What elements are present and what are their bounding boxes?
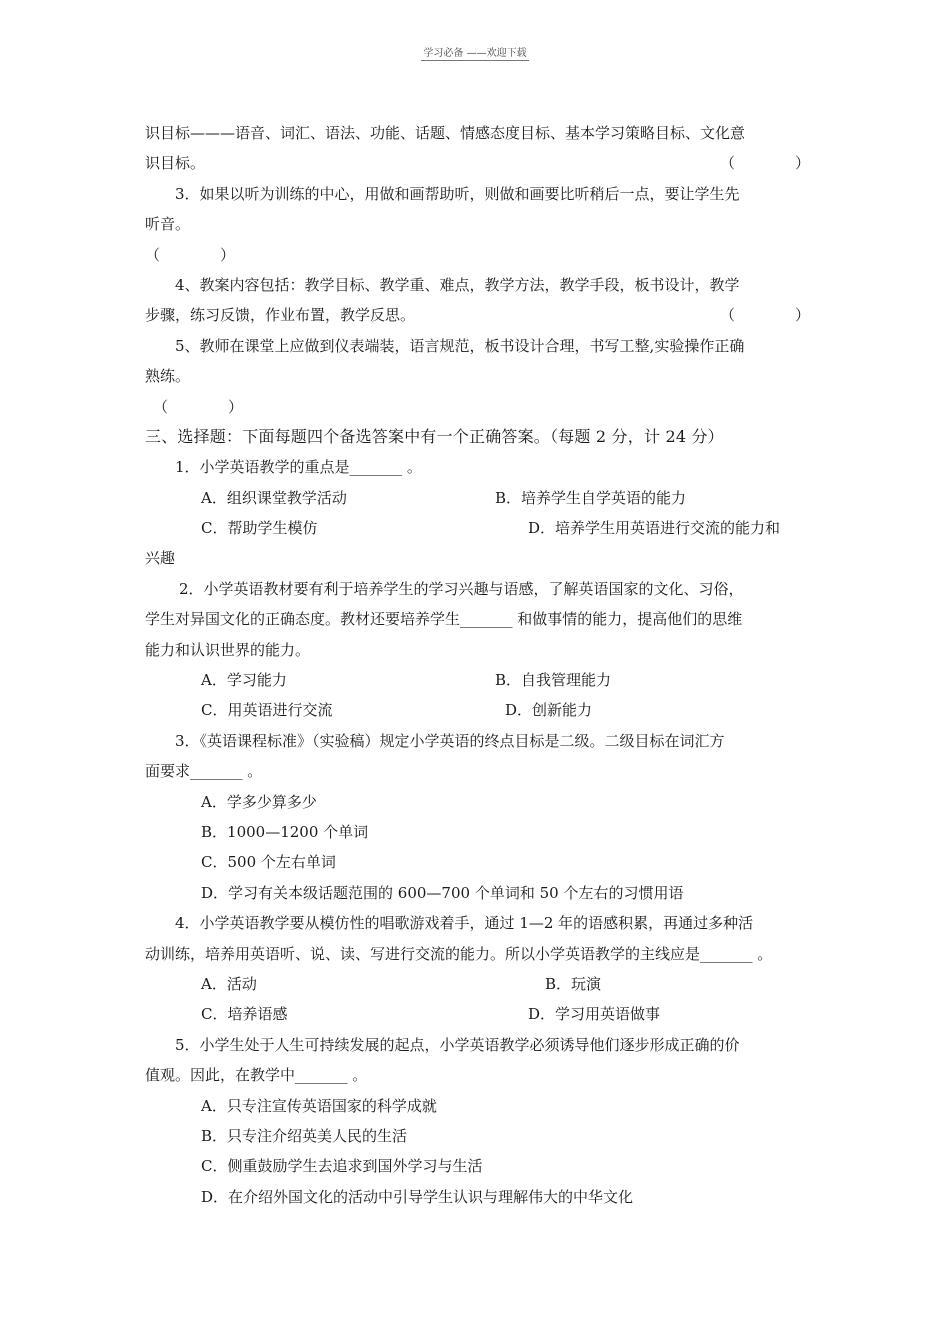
- tf-item-4-line-2: [145, 300, 810, 330]
- q3-option-d: D．学习有关本级话题范围的 600—700 个单词和 50 个左右的习惯用语: [201, 883, 684, 902]
- q3-option-b: B．1000—1200 个单词: [201, 822, 369, 841]
- q3-stem-line-2: 面要求_______ 。: [145, 762, 263, 781]
- answer-blank-5: （ ）: [153, 397, 244, 416]
- q2-option-a: A．学习能力: [201, 671, 287, 690]
- answer-blank-4: （ ）: [719, 306, 810, 325]
- tf-item-2-line-2: [145, 148, 810, 178]
- q2-option-c: C．用英语进行交流: [201, 701, 333, 720]
- q4-option-d: D．学习用英语做事: [528, 1005, 661, 1024]
- q5-option-d: D．在介绍外国文化的活动中引导学生认识与理解伟大的中华文化: [201, 1187, 634, 1206]
- q4-option-b: B．玩演: [545, 974, 602, 993]
- answer-blank-2: （ ）: [719, 154, 810, 173]
- q2-stem-line-1: 2．小学英语教材要有利于培养学生的学习兴趣与语感，了解英语国家的文化、习俗，: [179, 579, 744, 598]
- q2-options-ab: [145, 665, 810, 695]
- q3-stem-line-1: 3．《英语课程标准》（实验稿）规定小学英语的终点目标是二级。二级目标在词汇方: [175, 731, 725, 750]
- q4-stem-line-1: 4．小学英语教学要从模仿性的唱歌游戏着手，通过 1—2 年的语感积累，再通过多种活: [175, 914, 754, 933]
- q1-option-b: B．培养学生自学英语的能力: [495, 488, 687, 507]
- q5-stem-line-1: 5．小学生处于人生可持续发展的起点，小学英语教学必须诱导他们逐步形成正确的价: [175, 1035, 740, 1054]
- q1-option-d: D．培养学生用英语进行交流的能力和: [528, 519, 781, 538]
- tf-item-2-line-1: 识目标———语音、词汇、语法、功能、话题、情感态度目标、基本学习策略目标、文化意: [145, 124, 746, 142]
- q1-stem: 1．小学英语教学的重点是_______ 。: [175, 458, 422, 477]
- page-header: [0, 44, 950, 59]
- q2-option-d: D．创新能力: [505, 701, 593, 720]
- q5-option-c: C．侧重鼓励学生去追求到国外学习与生活: [201, 1157, 483, 1176]
- header-text: 学习必备 ——欢迎下载: [423, 48, 527, 59]
- tf-item-5-line-1: 5、教师在课堂上应做到仪表端装，语言规范，板书设计合理，书写工整,实验操作正确: [175, 336, 745, 355]
- tf-item-3-line-2: 听音。: [145, 215, 191, 234]
- tf-item-5-line-2: 熟练。: [145, 367, 191, 386]
- q1-option-a: A．组织课堂教学活动: [201, 488, 347, 507]
- q2-option-b: B．自我管理能力: [495, 671, 612, 690]
- q2-stem-line-2: 学生对异国文化的正确态度。教材还要培养学生_______ 和做事情的能力，提高他们的思维: [145, 610, 743, 629]
- tf-item-4-line-1: 4、教案内容包括：教学目标、教学重、难点，教学方法，教学手段，板书设计，教学: [175, 275, 740, 294]
- answer-blank-3: （ ）: [145, 245, 236, 264]
- q3-option-c: C．500 个左右单词: [201, 853, 336, 872]
- q5-option-a: A．只专注宣传英语国家的科学成就: [201, 1096, 437, 1115]
- q4-options-ab: [145, 969, 810, 999]
- q4-stem-line-2: 动训练，培养用英语听、说、读、写进行交流的能力。所以小学英语教学的主线应是_______ 。: [145, 944, 773, 963]
- q4-option-c: C．培养语感: [201, 1005, 288, 1024]
- tf-item-2-text: 识目标。: [145, 154, 206, 173]
- q4-option-a: A．活动: [201, 974, 257, 993]
- q1-options-cd: [145, 513, 810, 543]
- q1-options-ab: [145, 483, 810, 513]
- document-body: [145, 118, 810, 1212]
- q2-options-cd: [145, 695, 810, 725]
- q1-option-c: C．帮助学生模仿: [201, 519, 318, 538]
- tf-item-3-line-1: 3．如果以听为训练的中心，用做和画帮助听，则做和画要比听稍后一点，要让学生先: [175, 184, 740, 203]
- q1-option-d-cont: 兴趣: [145, 549, 176, 568]
- tf-item-4-text: 步骤，练习反馈，作业布置，教学反思。: [145, 306, 416, 325]
- q5-option-b: B．只专注介绍英美人民的生活: [201, 1126, 408, 1145]
- section-3-title: 三、选择题：下面每题四个备选答案中有一个正确答案。（每题 2 分，计 24 分）: [145, 426, 724, 446]
- q4-options-cd: [145, 999, 810, 1029]
- q5-stem-line-2: 值观。因此，在教学中_______ 。: [145, 1066, 368, 1085]
- q2-stem-line-3: 能力和认识世界的能力。: [145, 640, 311, 659]
- q3-option-a: A．学多少算多少: [201, 792, 317, 811]
